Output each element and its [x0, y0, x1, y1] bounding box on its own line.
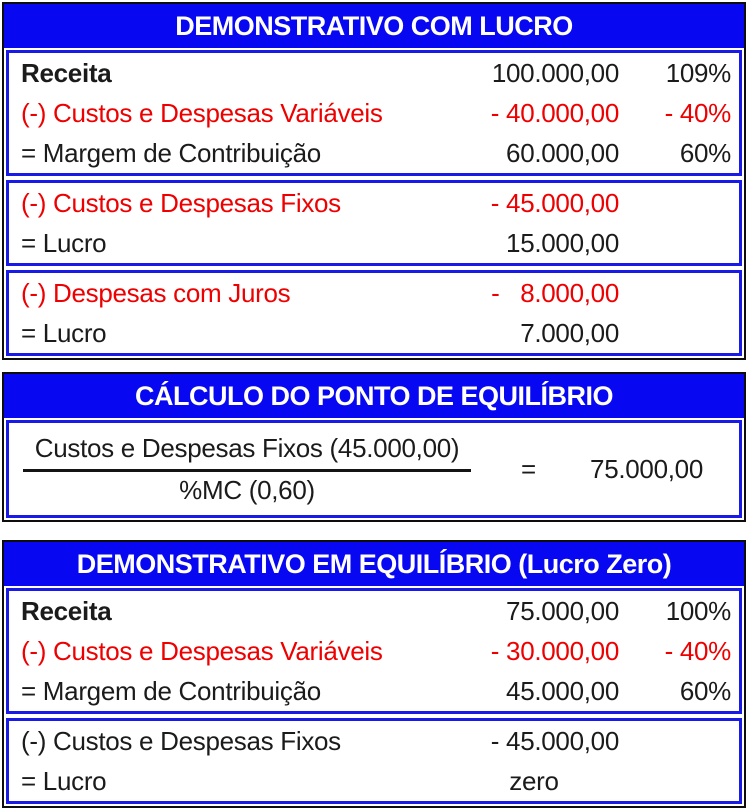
row-value: - 30.000,00 [490, 635, 619, 666]
row-percent: 109% [665, 57, 731, 88]
row-label: = Lucro [21, 227, 107, 258]
row-value: 45.000,00 [506, 675, 619, 706]
table-row [9, 133, 739, 173]
row-label: (-) Custos e Despesas Variáveis [21, 635, 383, 666]
fraction-numerator: Custos e Despesas Fixos (45.000,00) [23, 433, 471, 472]
row-percent: 60% [679, 137, 731, 168]
row-value: 7.000,00 [520, 317, 619, 348]
row-label: Receita [21, 595, 112, 626]
table-row [9, 53, 739, 93]
row-label: = Lucro [21, 765, 107, 796]
row-percent: - 40% [664, 97, 731, 128]
block-lucro-zero [6, 718, 742, 804]
row-label: (-) Custos e Despesas Fixos [21, 725, 341, 756]
table-row [9, 591, 739, 631]
table-calculo-ponto-equilibrio [2, 372, 746, 522]
table-title: DEMONSTRATIVO COM LUCRO [4, 4, 744, 48]
row-label: (-) Custos e Despesas Variáveis [21, 97, 383, 128]
table-demonstrativo-com-lucro [2, 2, 746, 360]
table-row [9, 313, 739, 353]
block-lucro-operacional [6, 180, 742, 266]
table-row [9, 761, 739, 801]
block-margem-contribuicao [6, 50, 742, 176]
table-row [9, 631, 739, 671]
table-row [9, 721, 739, 761]
table-demonstrativo-em-equilibrio [2, 540, 746, 808]
block-lucro-final [6, 270, 742, 356]
fraction-denominator: %MC (0,60) [179, 474, 315, 505]
row-percent: - 40% [664, 635, 731, 666]
table-row [9, 273, 739, 313]
table-title: DEMONSTRATIVO EM EQUILÍBRIO (Lucro Zero) [4, 542, 744, 586]
table-row [9, 183, 739, 223]
table-row [9, 223, 739, 263]
row-value: - 8.000,00 [491, 277, 619, 308]
row-value: 60.000,00 [506, 137, 619, 168]
row-label: (-) Despesas com Juros [21, 277, 291, 308]
row-label: (-) Custos e Despesas Fixos [21, 187, 341, 218]
row-percent: 60% [679, 675, 731, 706]
row-value: - 40.000,00 [490, 97, 619, 128]
row-label: = Margem de Contribuição [21, 137, 321, 168]
table-row [9, 93, 739, 133]
row-value: 15.000,00 [506, 227, 619, 258]
breakeven-result: 75.000,00 [590, 453, 703, 484]
table-row [9, 671, 739, 711]
row-value: - 45.000,00 [490, 187, 619, 218]
block-margem-contribuicao [6, 588, 742, 714]
table-title: CÁLCULO DO PONTO DE EQUILÍBRIO [4, 374, 744, 418]
breakeven-formula [9, 423, 739, 515]
row-label: = Lucro [21, 317, 107, 348]
row-percent: 100% [665, 595, 731, 626]
equals-sign: = [521, 453, 536, 484]
row-value: zero [509, 765, 559, 796]
block-formula [6, 420, 742, 518]
row-value: 75.000,00 [506, 595, 619, 626]
row-value: 100.000,00 [491, 57, 619, 88]
row-label: Receita [21, 57, 112, 88]
fraction [23, 433, 471, 506]
row-value: - 45.000,00 [490, 725, 619, 756]
row-label: = Margem de Contribuição [21, 675, 321, 706]
